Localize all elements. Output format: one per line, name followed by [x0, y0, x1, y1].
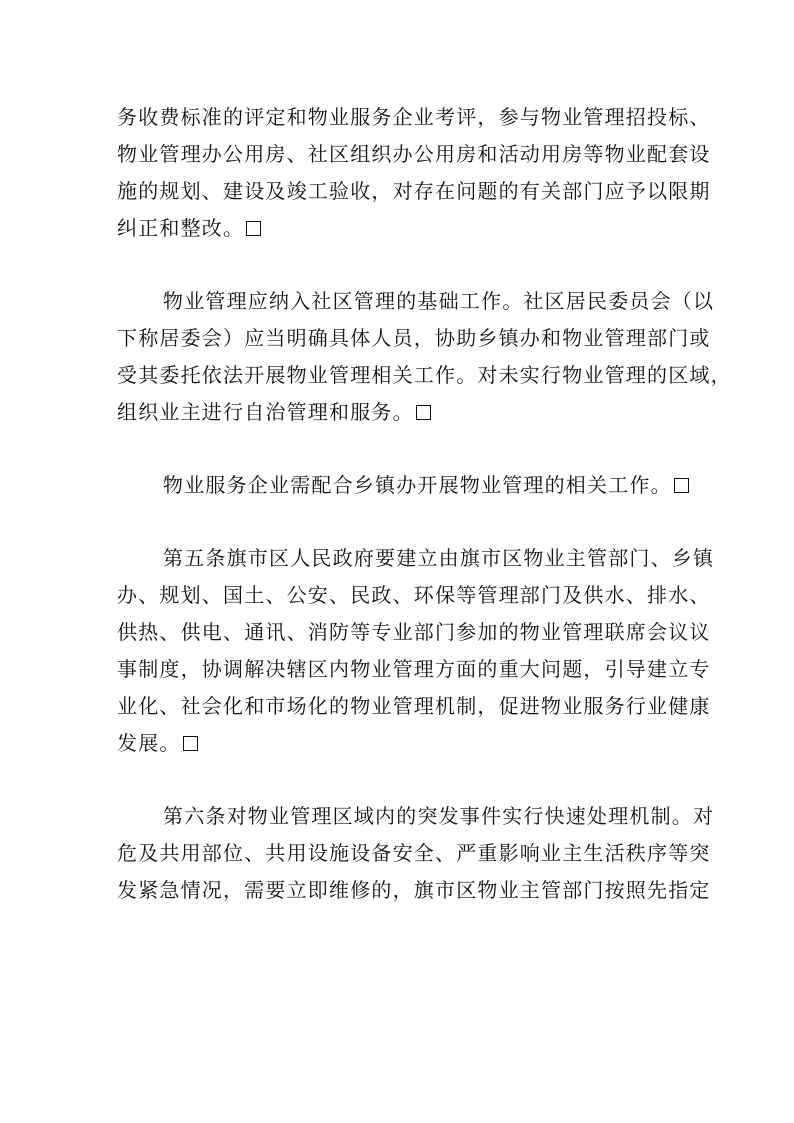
- document-page: [117, 99, 732, 909]
- text-line: 施的规划、建设及竣工验收，对存在问题的有关部门应予以限期: [117, 179, 711, 203]
- text-line: 第六条对物业管理区域内的突发事件实行快速处理机制。对: [163, 804, 715, 828]
- text-line: 供热、供电、通讯、消防等专业部门参加的物业管理联席会议议: [117, 620, 711, 644]
- paragraph-4: [117, 540, 715, 762]
- text-line: 物业管理办公用房、社区组织办公用房和活动用房等物业配套设: [117, 142, 711, 166]
- paragraph-end-box-icon: [183, 736, 198, 751]
- paragraph-2: [117, 283, 732, 431]
- text-line-content: 组织业主进行自治管理和服务。: [117, 400, 414, 424]
- text-line-content: 发展。: [117, 731, 181, 755]
- text-line-content: 物业服务企业需配合乡镇办开展物业管理的相关工作。: [163, 473, 672, 497]
- paragraph-3: [117, 467, 711, 504]
- paragraph-end-box-icon: [674, 478, 689, 493]
- text-line: 业化、社会化和市场化的物业管理机制，促进物业服务行业健康: [117, 694, 711, 718]
- text-line-last: [117, 394, 711, 431]
- text-line: 事制度，协调解决辖区内物业管理方面的重大问题，引导建立专: [117, 657, 711, 681]
- text-line-last: [117, 725, 711, 762]
- text-line: 办、规划、国土、公安、民政、环保等管理部门及供水、排水、: [117, 583, 711, 607]
- paragraph-5: [117, 798, 715, 909]
- text-line: 下称居委会）应当明确具体人员，协助乡镇办和物业管理部门或: [117, 326, 711, 350]
- text-line: 发紧急情况，需要立即维修的，旗市区物业主管部门按照先指定: [117, 878, 711, 902]
- paragraph-end-box-icon: [416, 405, 431, 420]
- text-line: 务收费标准的评定和物业服务企业考评，参与物业管理招投标、: [117, 105, 711, 129]
- paragraph-1: [117, 99, 711, 247]
- text-line: 第五条旗市区人民政府要建立由旗市区物业主管部门、乡镇: [163, 546, 715, 570]
- text-line-content: 纠正和整改。: [117, 216, 245, 240]
- text-line: 受其委托依法开展物业管理相关工作。对未实行物业管理的区域，: [117, 363, 732, 387]
- paragraph-end-box-icon: [246, 221, 261, 236]
- text-line-last: [117, 210, 711, 247]
- text-line: 物业管理应纳入社区管理的基础工作。社区居民委员会（以: [163, 289, 715, 313]
- text-line: 危及共用部位、共用设施设备安全、严重影响业主生活秩序等突: [117, 841, 711, 865]
- text-line-last: [117, 467, 711, 504]
